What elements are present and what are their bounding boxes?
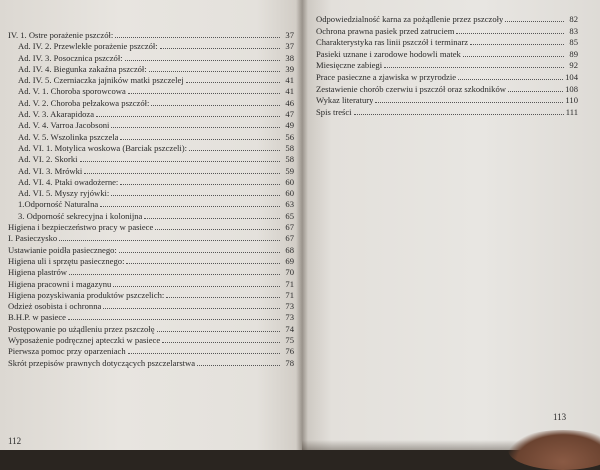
- toc-entry: [8, 312, 294, 323]
- dot-leader: [162, 342, 280, 343]
- dot-leader: [84, 173, 280, 174]
- toc-entry-title: Spis treści: [316, 106, 352, 117]
- toc-entry-page: 63: [285, 199, 294, 210]
- dot-leader: [144, 218, 280, 219]
- dot-leader: [157, 331, 280, 332]
- dot-leader: [100, 206, 280, 207]
- toc-entry-page: 70: [285, 267, 294, 278]
- toc-entry-page: 67: [285, 233, 294, 244]
- toc-entry-title: 1.Odporność Naturalna: [18, 199, 99, 210]
- dot-leader: [126, 263, 280, 264]
- toc-entry-title: Ad. VI. 1. Motylica woskowa (Barciak pszczeli):: [18, 142, 188, 153]
- toc-entry-title: I. Pasieczysko: [8, 233, 58, 244]
- toc-entry: [316, 14, 578, 26]
- toc-entry-title: Ad. VI. 5. Myszy ryjówki:: [18, 188, 110, 199]
- toc-entry-page: 60: [285, 188, 294, 199]
- toc-entry-title: Higiena plastrów: [8, 267, 67, 278]
- toc-entry: [316, 49, 578, 61]
- toc-entry-title: Odzież osobista i ochronna: [8, 301, 102, 312]
- toc-entry-page: 71: [285, 278, 294, 289]
- toc-entry-page: 37: [285, 41, 294, 52]
- toc-entry-title: Zestawienie chorób czerwiu i pszczół oraz szkodników: [316, 83, 506, 94]
- toc-entry-page: 89: [569, 48, 578, 59]
- toc-entry: [316, 72, 578, 84]
- toc-entry-title: Ad. V. 5. Wszolinka pszczela: [18, 131, 119, 142]
- toc-entry: [8, 199, 294, 210]
- toc-entry: [8, 188, 294, 199]
- toc-entry-title: B.H.P. w pasiece: [8, 312, 66, 323]
- toc-entry: [8, 53, 294, 64]
- dot-leader: [456, 33, 564, 34]
- toc-entry-page: 73: [285, 301, 294, 312]
- toc-entry-title: Wykaz literatury: [316, 95, 374, 106]
- toc-entry-title: Postępowanie po użądleniu przez pszczołę: [8, 323, 155, 334]
- toc-entry: [8, 166, 294, 177]
- toc-entry-title: Ad. IV. 2. Przewlekłe porażenie pszczół:: [18, 41, 158, 52]
- dot-leader: [69, 274, 280, 275]
- toc-entry: [316, 37, 578, 49]
- toc-entry-page: 41: [285, 86, 294, 97]
- toc-entry-page: 39: [285, 63, 294, 74]
- dot-leader: [186, 82, 280, 83]
- toc-entry: [8, 301, 294, 312]
- toc-entry-title: Ustawianie poidła pasiecznego:: [8, 244, 117, 255]
- left-page: [0, 0, 302, 450]
- toc-entry-title: IV. 1. Ostre porażenie pszczół:: [8, 30, 114, 40]
- toc-entry-title: Ad. V. 2. Choroba pełzakowa pszczół:: [18, 97, 150, 108]
- dot-leader: [59, 240, 280, 241]
- dot-leader: [151, 105, 280, 106]
- dot-leader: [113, 286, 280, 287]
- toc-entry: [8, 98, 294, 109]
- toc-entry-title: Ad. IV. 4. Biegunka zakaźna pszczół:: [18, 63, 147, 74]
- toc-entry: [8, 75, 294, 86]
- dot-leader: [508, 91, 563, 92]
- toc-entry-title: Ad. V. 4. Varroa Jacobsoni: [18, 120, 110, 131]
- toc-entry-page: 110: [565, 95, 578, 106]
- toc-entry-page: 49: [285, 120, 294, 131]
- toc-entry: [8, 267, 294, 278]
- toc-entry-title: 3. Odporność sekrecyjna i kolonijna: [18, 210, 143, 221]
- toc-entry: [8, 64, 294, 75]
- toc-entry-page: 60: [285, 176, 294, 187]
- toc-entry-title: Ad. VI. 2. Skorki: [18, 154, 78, 165]
- toc-entry-title: Ad. VI. 4. Ptaki owadożerne:: [18, 176, 119, 187]
- toc-entry-title: Pasieki uznane i zarodowe hodowli matek: [316, 48, 461, 59]
- dot-leader: [120, 184, 280, 185]
- toc-entry-page: 37: [285, 30, 294, 40]
- toc-entry-title: Ad. IV. 5. Czerniaczka jajników matki pszczelej: [18, 75, 184, 86]
- toc-entry-title: Higiena pracowni i magazynu: [8, 278, 112, 289]
- dot-leader: [458, 79, 563, 80]
- dot-leader: [111, 195, 280, 196]
- dot-leader: [155, 229, 280, 230]
- toc-entry: [316, 26, 578, 38]
- toc-entry-page: 59: [285, 165, 294, 176]
- toc-entry: [8, 346, 294, 357]
- left-page-number: 112: [8, 436, 22, 446]
- toc-entry-page: 47: [285, 109, 294, 120]
- dot-leader: [96, 116, 280, 117]
- toc-entry-title: Skrót przepisów prawnych dotyczących pszczelarstwa: [8, 357, 196, 368]
- toc-entry-page: 82: [569, 14, 578, 24]
- dot-leader: [166, 297, 280, 298]
- toc-entry: [8, 335, 294, 346]
- toc-entry-page: 78: [285, 357, 294, 368]
- toc-entry-page: 68: [285, 244, 294, 255]
- toc-entry-title: Higiena i bezpieczeństwo pracy w pasiece: [8, 222, 154, 233]
- toc-entry-title: Charakterystyka ras linii pszczół i terminarz: [316, 37, 469, 48]
- toc-entry: [8, 30, 294, 41]
- toc-entry-page: 58: [285, 154, 294, 165]
- dot-leader: [189, 150, 280, 151]
- toc-entry-page: 74: [285, 323, 294, 334]
- toc-entry: [8, 233, 294, 244]
- toc-entry-page: 65: [285, 210, 294, 221]
- toc-entry: [316, 107, 578, 119]
- toc-entry: [316, 84, 578, 96]
- dot-leader: [463, 56, 564, 57]
- toc-entry-page: 67: [285, 222, 294, 233]
- toc-entry: [8, 245, 294, 256]
- toc-entry-title: Higiena uli i sprzętu pasiecznego:: [8, 255, 125, 266]
- left-toc-list: [8, 30, 294, 369]
- dot-leader: [80, 161, 280, 162]
- dot-leader: [384, 67, 564, 68]
- toc-entry-page: 83: [569, 25, 578, 36]
- dot-leader: [111, 127, 280, 128]
- toc-entry-page: 71: [285, 289, 294, 300]
- toc-entry-page: 46: [285, 97, 294, 108]
- toc-entry-page: 69: [285, 255, 294, 266]
- dot-leader: [354, 114, 564, 115]
- dot-leader: [128, 353, 280, 354]
- dot-leader: [149, 71, 280, 72]
- dot-leader: [375, 102, 563, 103]
- toc-entry-page: 38: [285, 52, 294, 63]
- toc-entry: [316, 95, 578, 107]
- toc-entry-page: 108: [565, 83, 578, 94]
- dot-leader: [115, 37, 280, 38]
- toc-entry: [8, 358, 294, 369]
- toc-entry: [8, 86, 294, 97]
- toc-entry: [8, 120, 294, 131]
- toc-entry-page: 111: [565, 106, 578, 117]
- dot-leader: [120, 139, 280, 140]
- toc-entry-page: 104: [565, 71, 578, 82]
- toc-entry-title: Ad. IV. 3. Posocznica pszczół:: [18, 52, 123, 63]
- toc-entry: [8, 132, 294, 143]
- toc-entry-title: Higiena pozyskiwania produktów pszczelich:: [8, 289, 165, 300]
- dot-leader: [128, 93, 280, 94]
- right-toc-list: [316, 14, 578, 118]
- dot-leader: [103, 308, 280, 309]
- toc-entry-title: Ochrona prawna pasiek przed zatruciem: [316, 25, 455, 36]
- toc-entry-page: 76: [285, 346, 294, 357]
- toc-entry: [8, 177, 294, 188]
- toc-entry-title: Ad. V. 1. Choroba sporowcowa: [18, 86, 126, 97]
- toc-entry-page: 56: [285, 131, 294, 142]
- dot-leader: [505, 21, 564, 22]
- toc-entry-title: Wyposażenie podręcznej apteczki w pasiece: [8, 335, 161, 346]
- toc-entry-page: 85: [569, 37, 578, 48]
- toc-entry: [8, 279, 294, 290]
- dot-leader: [125, 60, 280, 61]
- toc-entry-title: Ad. V. 3. Akarapidoza: [18, 109, 95, 120]
- toc-entry-page: 41: [285, 75, 294, 86]
- dot-leader: [470, 44, 564, 45]
- toc-entry: [8, 222, 294, 233]
- toc-entry: [8, 109, 294, 120]
- toc-entry: [8, 256, 294, 267]
- hand-shape: [508, 430, 600, 470]
- toc-entry: [316, 60, 578, 72]
- toc-entry-title: Prace pasieczne a zjawiska w przyrodzie: [316, 71, 457, 82]
- dot-leader: [160, 48, 280, 49]
- toc-entry-page: 73: [285, 312, 294, 323]
- toc-entry-page: 92: [569, 60, 578, 71]
- toc-entry: [8, 154, 294, 165]
- toc-entry-page: 75: [285, 335, 294, 346]
- book-gutter: [296, 0, 308, 450]
- dot-leader: [68, 319, 280, 320]
- right-page: [302, 0, 600, 450]
- toc-entry-title: Miesięczne zabiegi: [316, 60, 383, 71]
- toc-entry: [8, 324, 294, 335]
- dot-leader: [119, 252, 280, 253]
- dot-leader: [197, 365, 280, 366]
- toc-entry: [8, 290, 294, 301]
- toc-entry: [8, 143, 294, 154]
- toc-entry-page: 58: [285, 142, 294, 153]
- toc-entry-title: Pierwsza pomoc przy oparzeniach: [8, 346, 126, 357]
- toc-entry: [8, 211, 294, 222]
- right-page-number: 113: [553, 412, 567, 422]
- toc-entry-title: Ad. VI. 3. Mrówki: [18, 165, 83, 176]
- toc-entry-title: Odpowiedzialność karna za pożądlenie przez pszczoły: [316, 14, 504, 24]
- toc-entry: [8, 41, 294, 52]
